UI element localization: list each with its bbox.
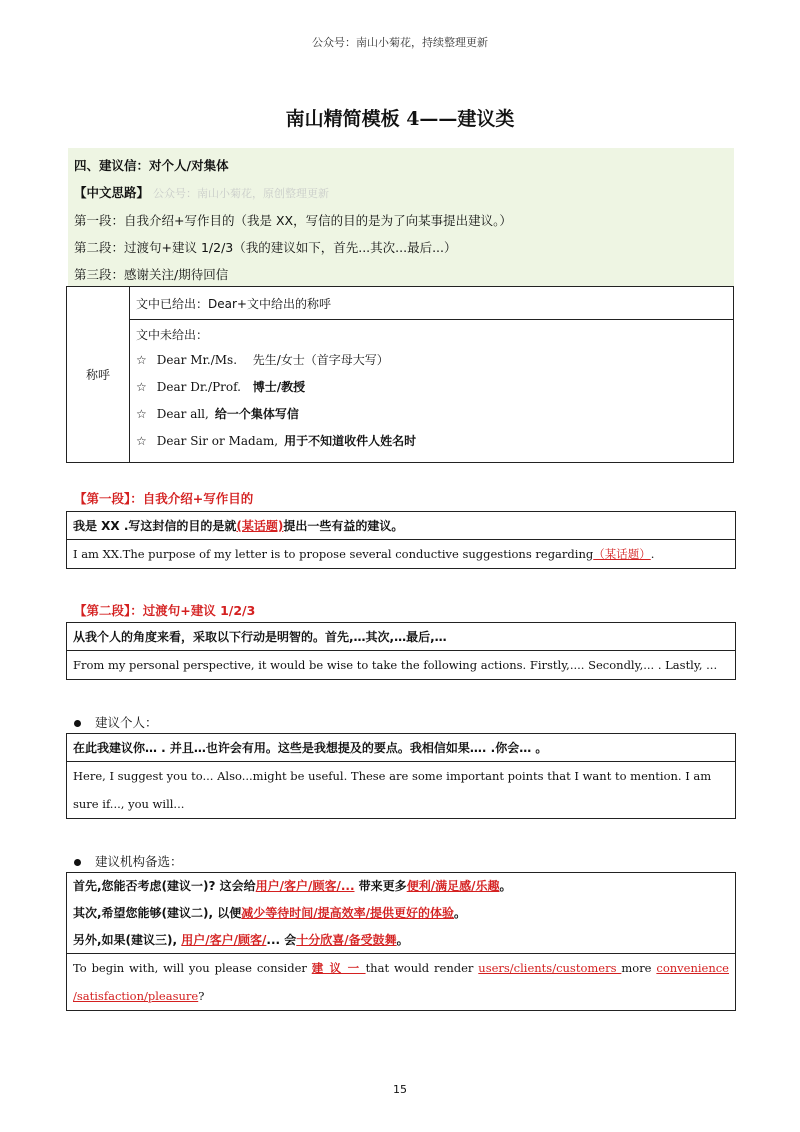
individual-cn: 在此我建议你… . 并且…也许会有用。这些是我想提及的要点。我相信如果…. .你会… 。: [67, 734, 735, 762]
section2-heading: 【第二段】：过渡句+建议 1/2/3: [74, 603, 256, 618]
star-icon: ☆: [136, 353, 147, 367]
section1-en: I am XX.The purpose of my letter is to propose several conductive suggestions regarding （某话题） .: [73, 547, 655, 561]
salutation-label: 称呼: [67, 287, 130, 463]
salutation-not-given: 文中未给出：: [136, 328, 209, 342]
salutation-given: 文中已给出：Dear+文中给出的称呼: [130, 287, 734, 320]
idea-label-line: [74, 183, 329, 201]
institution-cn: [67, 873, 735, 954]
salutation-item: ☆ Dear Sir or Madam, 用于不知道收件人姓名时: [136, 434, 417, 448]
header-note: 公众号：南山小菊花，持续整理更新: [312, 36, 488, 49]
section1-heading: 【第一段】：自我介绍+写作目的: [74, 491, 254, 506]
idea-p3: 第三段：感谢关注/期待回信: [74, 267, 229, 282]
section1-box: [66, 511, 736, 569]
bullet-dot-icon: [74, 859, 81, 866]
institution-cn-line2: 其次,希望您能够(建议二), 以便减少等待时间/提高效率/提供更好的体验。: [73, 906, 467, 920]
institution-en: To begin with, will you please consider 建 议 一 that would render users/clients/customers more convenience /satisfaction/pleasure?: [73, 961, 729, 1003]
idea-p2: 第二段：过渡句+建议 1/2/3（我的建议如下，首先...其次...最后...）: [74, 240, 457, 255]
page-title: 南山精简模板 4——建议类: [285, 108, 515, 130]
salutation-item: ☆ Dear Mr./Ms. 先生/女士（首字母大写）: [136, 353, 389, 367]
institution-cn-line1: 首先,您能否考虑(建议一)? 这会给用户/客户/顾客/... 带来更多便利/满足感/乐趣。: [73, 879, 512, 893]
page-number: 15: [393, 1083, 407, 1096]
institution-bullet: 建议机构备选：: [74, 852, 183, 870]
individual-box: [66, 733, 736, 819]
salutation-not-given-cell: [130, 320, 734, 463]
watermark-text: 公众号：南山小菊花，原创整理更新: [153, 187, 330, 200]
institution-box: [66, 872, 736, 1011]
individual-en: Here, I suggest you to... Also...might be useful. These are some important points that I want to mention. I am sure if..., you will...: [73, 769, 712, 811]
section2-box: [66, 622, 736, 680]
letter-type-heading: 四、建议信：对个人/对集体: [74, 158, 229, 173]
bullet-dot-icon: [74, 720, 81, 727]
section2-en: From my personal perspective, it would be wise to take the following actions. Firstly,.... Secondly,... . Lastly, ...: [73, 658, 718, 672]
section2-cn: 从我个人的角度来看，采取以下行动是明智的。首先,…其次,…最后,…: [67, 623, 735, 651]
idea-label: 【中文思路】: [74, 185, 150, 200]
institution-cn-line3: 另外,如果(建议三), 用户/客户/顾客/... 会十分欣喜/备受鼓舞。: [73, 933, 409, 947]
idea-p1: 第一段：自我介绍+写作目的（我是 XX，写信的目的是为了向某事提出建议。）: [74, 213, 512, 228]
star-icon: ☆: [136, 407, 147, 421]
star-icon: ☆: [136, 380, 147, 394]
individual-bullet: 建议个人：: [74, 713, 158, 731]
salutation-table: [66, 286, 734, 463]
section1-cn: 我是 XX .写这封信的目的是就 (某话题) 提出一些有益的建议。: [67, 512, 735, 540]
salutation-item: ☆ Dear Dr./Prof. 博士/教授: [136, 380, 306, 394]
salutation-item: ☆ Dear all, 给一个集体写信: [136, 407, 299, 421]
star-icon: ☆: [136, 434, 147, 448]
